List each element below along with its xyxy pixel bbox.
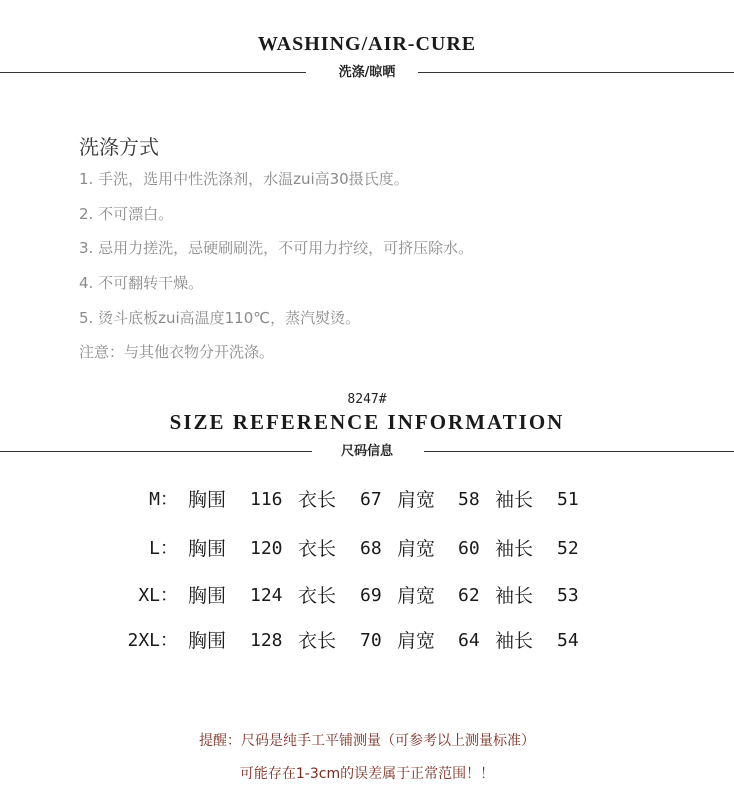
- tolerance-note: 可能存在1-3cm的误差属于正常范围！！: [239, 766, 495, 782]
- washing-section-subtitle: 洗涤/晾晒: [338, 65, 396, 80]
- divider-line-right: [418, 72, 734, 73]
- size-row: [0, 480, 734, 529]
- shoulder-label: 肩宽: [397, 489, 436, 511]
- shoulder-label: 肩宽: [397, 538, 436, 560]
- chest-value: 128: [250, 630, 283, 651]
- shoulder-label: 肩宽: [397, 630, 436, 652]
- length-label: 衣长: [298, 489, 337, 511]
- chest-label: 胸围: [188, 630, 227, 652]
- size-row: [0, 529, 734, 576]
- chest-value: 120: [250, 538, 283, 559]
- size-label: 2XL：: [127, 630, 178, 651]
- size-label: XL：: [138, 585, 178, 606]
- sleeve-value: 53: [557, 585, 579, 606]
- sleeve-label: 袖长: [495, 538, 534, 560]
- sleeve-value: 54: [557, 630, 579, 651]
- size-section-subtitle: 尺码信息: [340, 444, 393, 459]
- washing-instructions-list: [79, 166, 473, 374]
- sleeve-label: 袖长: [495, 489, 534, 511]
- length-label: 衣长: [298, 585, 337, 607]
- washing-caution: 注意：与其他衣物分开洗涤。: [79, 343, 275, 362]
- sleeve-label: 袖长: [495, 630, 534, 652]
- washing-instruction: 5. 烫斗底板zui高温度110℃，蒸汽熨烫。: [79, 308, 361, 327]
- measurement-note: 提醒：尺码是纯手工平铺测量（可参考以上测量标准）: [199, 733, 535, 749]
- washing-instruction: 3. 忌用力搓洗，忌硬刷刷洗，不可用力拧绞，可挤压除水。: [79, 239, 474, 258]
- washing-instruction: 2. 不可漂白。: [79, 204, 174, 223]
- length-label: 衣长: [298, 630, 337, 652]
- washing-instruction: 1. 手洗，选用中性洗涤剂，水温zui高30摄氏度。: [79, 170, 409, 188]
- chest-label: 胸围: [188, 585, 227, 607]
- length-value: 70: [360, 630, 382, 651]
- product-code: 8247#: [347, 392, 387, 407]
- shoulder-value: 62: [458, 585, 480, 606]
- shoulder-label: 肩宽: [397, 585, 436, 607]
- sleeve-value: 51: [557, 489, 579, 510]
- length-label: 衣长: [298, 538, 337, 560]
- washing-section-title: WASHING/AIR-CURE: [257, 33, 477, 55]
- chest-label: 胸围: [188, 489, 227, 511]
- divider-line-right: [424, 451, 734, 452]
- washing-divider: [0, 63, 734, 83]
- length-value: 68: [360, 538, 382, 559]
- length-value: 67: [360, 489, 382, 510]
- shoulder-value: 64: [458, 630, 480, 651]
- size-row: [0, 621, 734, 669]
- size-label: L：: [149, 538, 178, 559]
- size-label: M：: [149, 489, 178, 510]
- chest-label: 胸围: [188, 538, 227, 560]
- size-section-title: SIZE REFERENCE INFORMATION: [169, 410, 565, 434]
- washing-instruction: 4. 不可翻转干燥。: [79, 274, 204, 293]
- sleeve-value: 52: [557, 538, 579, 559]
- chest-value: 124: [250, 585, 283, 606]
- length-value: 69: [360, 585, 382, 606]
- sleeve-label: 袖长: [495, 585, 534, 607]
- washing-method-heading: 洗涤方式: [79, 135, 159, 159]
- shoulder-value: 60: [458, 538, 480, 559]
- size-table: [0, 480, 734, 669]
- size-row: [0, 576, 734, 621]
- size-divider: [0, 442, 734, 462]
- shoulder-value: 58: [458, 489, 480, 510]
- chest-value: 116: [250, 489, 283, 510]
